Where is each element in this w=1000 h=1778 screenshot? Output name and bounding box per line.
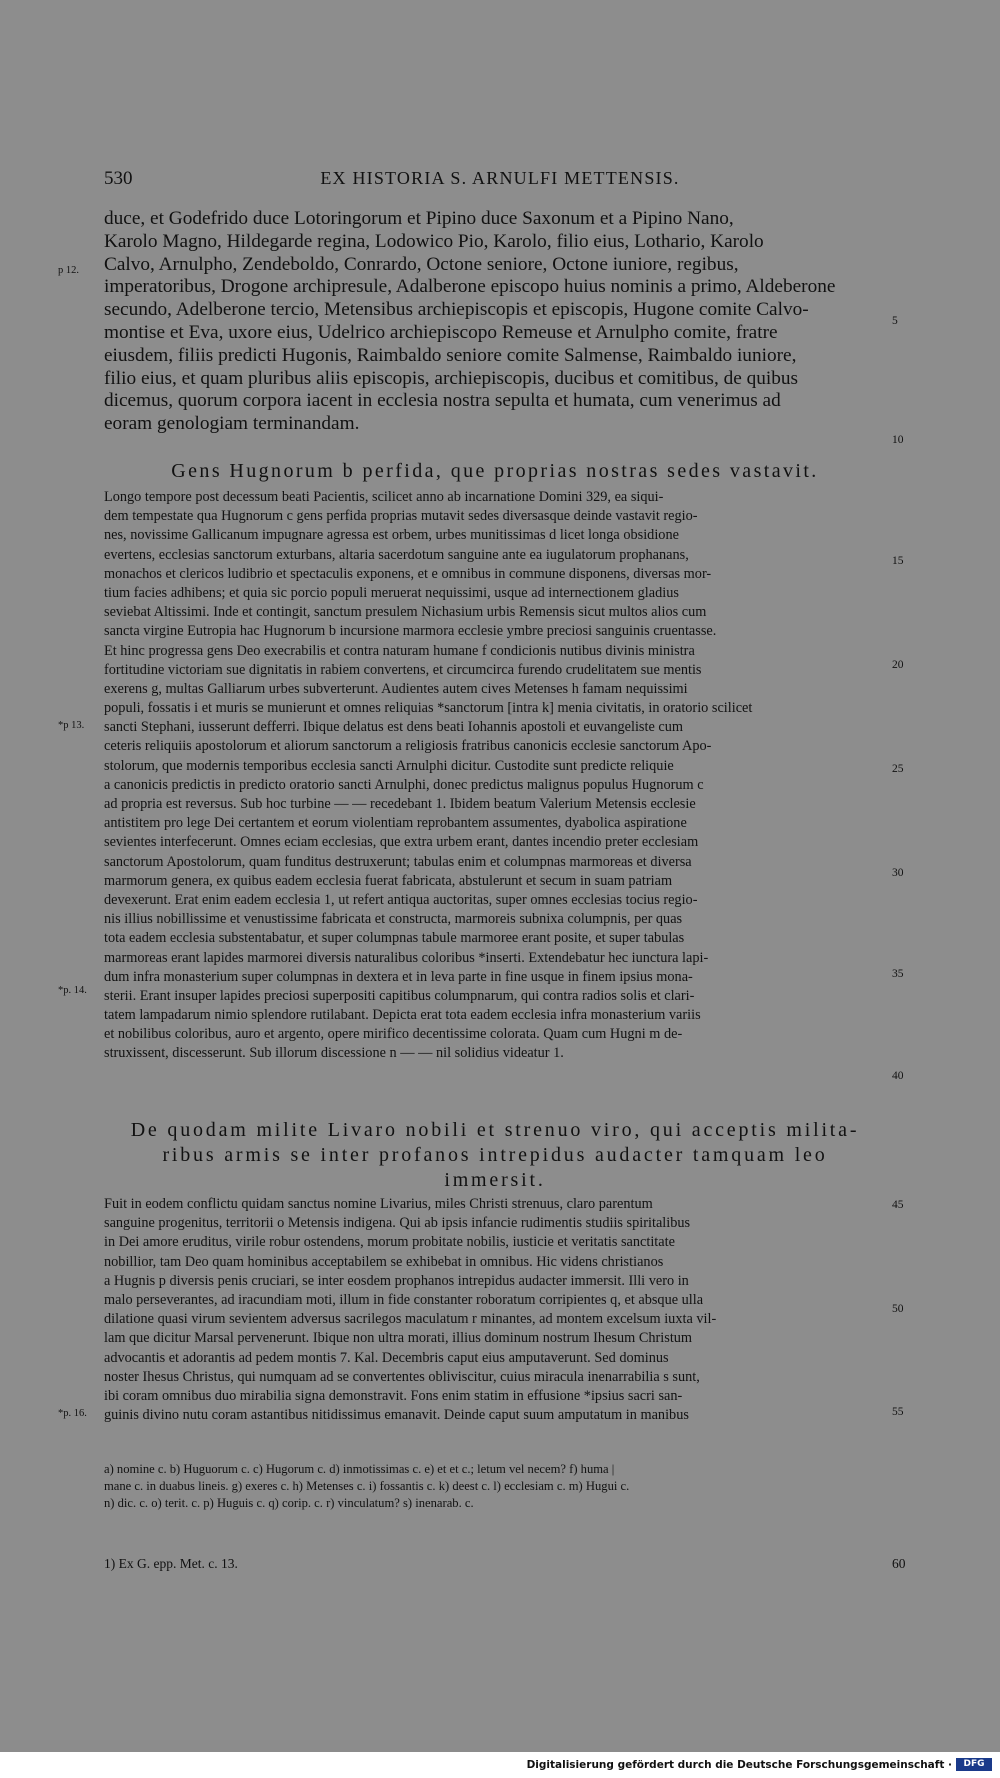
text-line: montise et Eva, uxore eius, Udelrico archiepiscopo Remeuse et Arnulpho comite, fratre	[104, 321, 778, 343]
text-line: nobillior, tam Deo quam hominibus acceptabilem se exhibebat in omnibus. Hic videns christianos	[104, 1253, 664, 1270]
text-line: monachos et clericos ludibrio et spectaculis exponens, et e omnibus in commune disponens, diversas mor-	[104, 565, 712, 582]
page-header	[0, 168, 1000, 196]
text-line: tatem lampadarum nimio splendore rutilabant. Depicta erat tota eadem ecclesia infra monasterium variis	[104, 1007, 701, 1024]
text-line: stolorum, que modernis temporibus ecclesia sancti Arnulphi dicitur. Custodite sunt predicte reliquie	[104, 757, 674, 774]
text-line: lam que dicitur Marsal pervenerunt. Ibique non ultra morati, illius dominum nostrum Ihesum Christum	[104, 1330, 693, 1347]
text-line: imperatoribus, Drogone archipresule, Adalberone episcopo huius nominis a primo, Aldeberone	[104, 276, 836, 298]
text-line: secundo, Adelberone tercio, Metensibus archiepiscopis et episcopis, Hugone comite Calvo-	[104, 299, 809, 321]
text-line: Calvo, Arnulpho, Zendeboldo, Conrardo, Octone seniore, Octone iuniore, regibus,	[104, 253, 739, 275]
text-line: exerens g, multas Galliarum urbes subverterunt. Audientes autem cives Metenses h famam nequissimi	[104, 680, 688, 697]
text-line: fortitudine victoriam sue dignitatis in rabiem convertens, et circumcirca furendo crudelitatem sue mentis	[104, 661, 702, 678]
text-line: noster Ihesus Christus, qui numquam ad se convertentes obliviscitur, cuius miracula inenarrabilia s sunt,	[104, 1368, 700, 1385]
margin-ref-p12: p 12.	[58, 265, 79, 276]
text-line: dem tempestate qua Hugnorum c gens perfida proprias mutavit sedes diversasque deinde vastavit regio-	[104, 508, 698, 525]
footnote-line-number: 60	[892, 1556, 906, 1571]
section-1-title: Gens Hugnorum b perfida, que proprias nostras sedes vastavit.	[171, 460, 819, 482]
text-line: sancta virgine Eutropia hac Hugnorum b incursione marmora ecclesie ymbre preciosi sanguinis cruentasse.	[104, 623, 717, 640]
text-line: dilatione quasi virum sevientem adversus sacrilegos maculatum r minantes, ad montem excelsum iuxta vil-	[104, 1311, 717, 1328]
line-number: 20	[892, 659, 904, 671]
text-line: sevientes interfecerunt. Omnes eciam ecclesias, que extra urbem erant, dantes incendio preter ecclesiam	[104, 834, 699, 851]
paragraph-3	[104, 1195, 886, 1425]
line-number: 15	[892, 555, 904, 567]
line-number: 45	[892, 1199, 904, 1211]
text-line: malo perseverantes, ad iracundiam moti, illum in fide constanter roboratum corripientes q, et absque ulla	[104, 1291, 704, 1308]
text-line: Fuit in eodem conflictu quidam sanctus nomine Livarius, miles Christi strenuus, claro parentum	[104, 1196, 653, 1212]
footer-text: Digitalisierung gefördert durch die Deutsche Forschungsgemeinschaft ·	[526, 1759, 952, 1771]
text-line: marmorum genera, ex quibus eadem ecclesia fuerat fabricata, abstulerunt et secum in suam patriam	[104, 872, 673, 889]
line-number: 35	[892, 968, 904, 980]
text-line: guinis divino nutu coram astantibus nitidissimus emanavit. Deinde caput suum amputatum in manibus	[104, 1407, 689, 1424]
text-line: in Dei amore eruditus, virile robur ostendens, morum probitate nobilis, iusticie et veritatis sanctitate	[104, 1234, 675, 1251]
text-line: nes, novissime Gallicanum impugnare agressa est orbem, urbes munitissimas d licet longa obsidione	[104, 527, 679, 544]
section-2-title	[104, 1118, 886, 1193]
text-line: ad propria est reversus. Sub hoc turbine — — recedebant 1. Ibidem beatum Valerium Metensis ecclesie	[104, 796, 696, 812]
text-line: Karolo Magno, Hildegarde regina, Lodowico Pio, Karolo, filio eius, Lothario, Karolo	[104, 230, 764, 252]
text-line: marmoreas erant lapides marmorei diversis naturalibus coloribus *inserti. Extendebatur hec iunctura lapi-	[104, 949, 709, 966]
section-title-line: ribus armis se inter profanos intrepidus audacter tamquam leo	[162, 1144, 828, 1166]
text-line: nis illius nobillissime et venustissime fabricata et constructa, marmoreis subnixa columpnis, per quas	[104, 911, 683, 928]
text-line: duce, et Godefrido duce Lotoringorum et Pipino duce Saxonum et a Pipino Nano,	[104, 208, 734, 229]
note-line: mane c. in duabus lineis. g) exeres c. h) Metenses c. i) fossantis c. k) deest c. l) ecclesiam c. m) Hugui c.	[104, 1479, 630, 1493]
critical-apparatus	[104, 1461, 886, 1512]
text-line: sterii. Erant insuper lapides preciosi superpositi capitibus columpnarum, qui contra radios solis et clari-	[104, 987, 695, 1004]
text-line: a Hugnis p diversis penis cruciari, se inter eosdem prophanos intrepidus audacter immersit. Illi vero in	[104, 1272, 689, 1289]
text-line: et nobilibus coloribus, auro et argento, opere mirifico decentissime colorata. Quam cum Hugni m de-	[104, 1026, 683, 1043]
paragraph-1	[104, 208, 886, 436]
margin-ref-p13: *p 13.	[58, 720, 85, 731]
line-number: 10	[892, 434, 904, 446]
text-line: a canonicis predictis in predicto oratorio sancti Arnulphi, donec predictus malignus populus Hugnorum c	[104, 776, 704, 793]
text-line: dicemus, quorum corpora iacent in ecclesia nostra sepulta et humata, cum venerimus ad	[104, 390, 781, 412]
text-line: Et hinc progressa gens Deo execrabilis et contra naturam humane f condicionis nutibus divinis ministra	[104, 642, 695, 659]
line-number: 5	[892, 315, 898, 327]
text-line: populi, fossatis i et muris se munierunt et omnes reliquias *sanctorum [intra k] menia civitatis, in oratorio scilicet	[104, 700, 753, 717]
text-line: Longo tempore post decessum beati Pacientis, scilicet anno ab incarnatione Domini 329, ea siqui-	[104, 489, 664, 505]
text-line: devexerunt. Erat enim eadem ecclesia 1, ut refert antiqua auctoritas, super omnes ecclesias tocius regio-	[104, 891, 698, 908]
text-line: ibi coram omnibus duo mirabilia signa demonstravit. Fons enim statim in effusione *ipsius sacri san-	[104, 1387, 683, 1404]
text-line: tota eadem ecclesia substentabatur, et super columpnas tabule marmoree erant posite, et super tabulas	[104, 930, 685, 947]
text-line: dum infra monasterium super columpnas in dextera et in leva parte in fine usque in finem ipsius mona-	[104, 968, 693, 985]
text-line: antistitem pro lege Dei certantem et eorum violentiam reprobantem assumentes, dyabolica aspiratione	[104, 815, 687, 832]
section-title-line: immersit.	[444, 1169, 546, 1191]
note-line: n) dic. c. o) terit. c. p) Huguis c. q) corip. c. r) vinculatum? s) inenarab. c.	[104, 1496, 474, 1510]
text-line: eiusdem, filiis predicti Hugonis, Raimbaldo seniore comite Salmense, Raimbaldo iuniore,	[104, 344, 797, 366]
line-number: 55	[892, 1406, 904, 1418]
text-line: filio eius, et quam pluribus aliis episcopis, archiepiscopis, ducibus et comitibus, de quibus	[104, 367, 799, 389]
footnote-text: 1) Ex G. epp. Met. c. 13.	[104, 1556, 238, 1571]
text-line: ceteris reliquiis apostolorum et aliorum sanctorum a religiosis fratribus canonicis ecclesie sanctorum Apo-	[104, 738, 712, 755]
page-number: 530	[104, 168, 133, 189]
margin-ref-p14: *p. 14.	[58, 985, 87, 996]
text-line: sanctorum Apostolorum, quam funditus destruxerunt; tabulas enim et columpnas marmoreas et diversa	[104, 853, 692, 870]
text-line: struxissent, discesserunt. Sub illorum discessione n — — nil solidius videatur 1.	[104, 1045, 564, 1062]
paragraph-2	[104, 488, 886, 1064]
line-number: 25	[892, 763, 904, 775]
text-line: sanguine progenitus, territorii o Metensis indigena. Qui ab ipsis infancie rudimentis studiis spiritalibus	[104, 1215, 691, 1232]
line-number: 30	[892, 867, 904, 879]
line-number: 40	[892, 1070, 904, 1082]
text-line: evertens, ecclesias sanctorum exturbans, altaria sacerdotum sanguine ante ea iugulatorum prophanans,	[104, 546, 689, 563]
margin-ref-p16: *p. 16.	[58, 1408, 87, 1419]
dfg-logo: DFG	[956, 1758, 992, 1771]
running-title: EX HISTORIA S. ARNULFI METTENSIS.	[320, 168, 680, 188]
note-line: a) nomine c. b) Huguorum c. c) Hugorum c. d) inmotissimas c. e) et et c.; letum vel necem? f) huma |	[104, 1462, 615, 1476]
footnote	[104, 1556, 906, 1572]
text-line: eoram genologiam terminandam.	[104, 413, 360, 435]
text-line: seviebat Altissimi. Inde et contingit, sanctum presulem Nichasium urbis Remensis sicut multos alios cum	[104, 604, 707, 621]
line-number: 50	[892, 1303, 904, 1315]
text-line: sancti Stephani, iusserunt defferri. Ibique delatus est dens beati Iohannis apostoli et euvangeliste cum	[104, 719, 684, 736]
section-title-line: De quodam milite Livaro nobili et strenuo viro, qui acceptis milita-	[130, 1119, 860, 1141]
text-line: advocantis et adorantis ad pedem montis 7. Kal. Decembris caput eius amputaverunt. Sed dominus	[104, 1349, 669, 1366]
digitization-footer	[0, 1752, 1000, 1778]
text-line: tium facies adhibens; et quia sic porcio populi meruerat nequissimi, usque ad internectionem gladius	[104, 584, 679, 601]
